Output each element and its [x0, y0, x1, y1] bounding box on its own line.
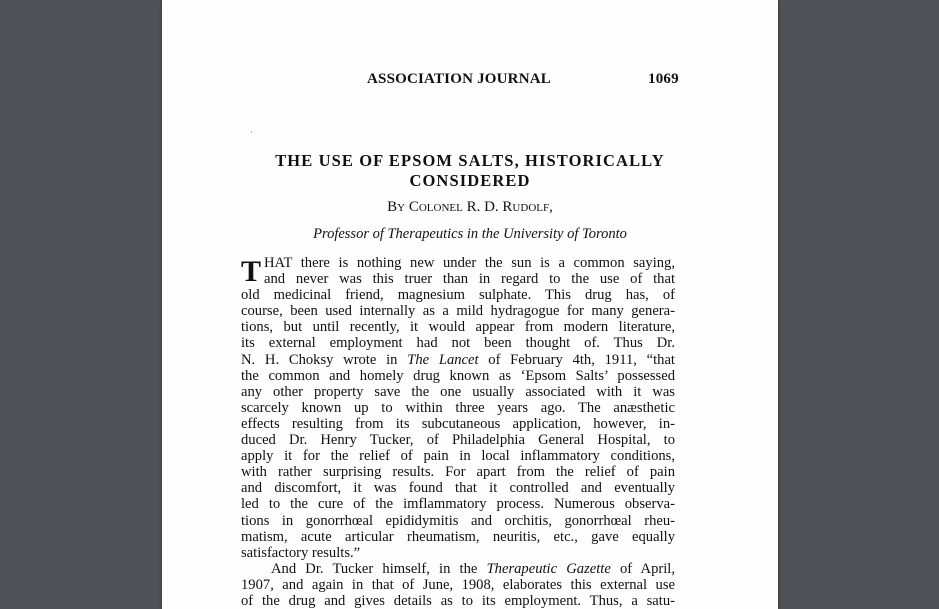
text-line	[241, 352, 675, 368]
text-line: tions in gonorrhœal epididymitis and orchitis, gonorrhœal rheu-	[241, 512, 675, 529]
paragraph-1	[241, 255, 675, 561]
text-line: course, been used internally as a mild hydragogue for many genera-	[241, 303, 675, 320]
text-line: satisfactory results.”	[241, 544, 361, 561]
text-segment: of April,	[610, 560, 675, 577]
drop-cap: T	[241, 255, 262, 288]
text-line: matism, acute articular rheumatism, neuritis, etc., gave equally	[241, 528, 675, 545]
author-surname: Rudolf,	[502, 199, 553, 215]
author-initials: R. D.	[466, 199, 499, 215]
paragraph-2	[241, 561, 675, 609]
journal-name: ASSOCIATION JOURNAL	[367, 71, 551, 87]
text-line: and discomfort, it was found that it controlled and eventually	[241, 480, 675, 497]
text-line: with rather surprising results. For apart from the relief of pain	[241, 464, 675, 481]
text-line: led to the cure of the imflammatory process. Numerous observa-	[241, 496, 675, 513]
text-line: tions, but until recently, it would appear from modern literature,	[241, 319, 675, 336]
text-line: and never was this truer than in regard to the use of that	[264, 271, 675, 288]
journal-citation-lancet: The Lancet	[407, 351, 479, 368]
text-segment: N. H. Choksy wrote in	[241, 351, 408, 368]
article-body	[241, 255, 675, 609]
title-line-1: THE USE OF EPSOM SALTS, HISTORICALLY	[275, 151, 665, 170]
page-number: 1069	[648, 71, 679, 87]
article-title	[162, 151, 778, 191]
byline-prefix: By	[387, 199, 406, 215]
text-line: the common and homely drug known as ‘Epsom Salts’ possessed	[241, 367, 675, 384]
text-line: any other property save the one usually associated with it was	[241, 383, 675, 400]
author-byline	[162, 199, 778, 216]
text-line: scarcely known up to within three years ago. The anæsthetic	[241, 399, 675, 416]
scan-speck	[251, 131, 252, 133]
text-line	[241, 561, 675, 577]
text-line: apply it for the relief of pain in local inflammatory conditions,	[241, 448, 675, 465]
author-affiliation: Professor of Therapeutics in the University of Toronto	[313, 226, 627, 242]
text-line: of the drug and gives details as to its employment. Thus, a satu-	[241, 592, 675, 609]
text-line: effects resulting from its subcutaneous application, however, in-	[241, 415, 675, 432]
text-segment: And Dr. Tucker himself, in the	[271, 560, 487, 577]
running-header	[162, 71, 778, 89]
document-page	[162, 0, 778, 609]
author-rank: Colonel	[408, 199, 463, 215]
text-line: duced Dr. Henry Tucker, of Philadelphia General Hospital, to	[241, 432, 675, 449]
text-line: old medicinal friend, magnesium sulphate. This drug has, of	[241, 287, 675, 304]
text-line: its external employment had not been thought of. Thus Dr.	[241, 335, 675, 352]
journal-citation-therapeutic-gazette: Therapeutic Gazette	[486, 560, 611, 577]
text-line: HAT there is nothing new under the sun is a common saying,	[264, 255, 675, 271]
text-line: 1907, and again in that of June, 1908, elaborates this external use	[241, 576, 675, 593]
text-segment: of February 4th, 1911, “that	[478, 351, 675, 368]
title-line-2: CONSIDERED	[409, 171, 531, 190]
